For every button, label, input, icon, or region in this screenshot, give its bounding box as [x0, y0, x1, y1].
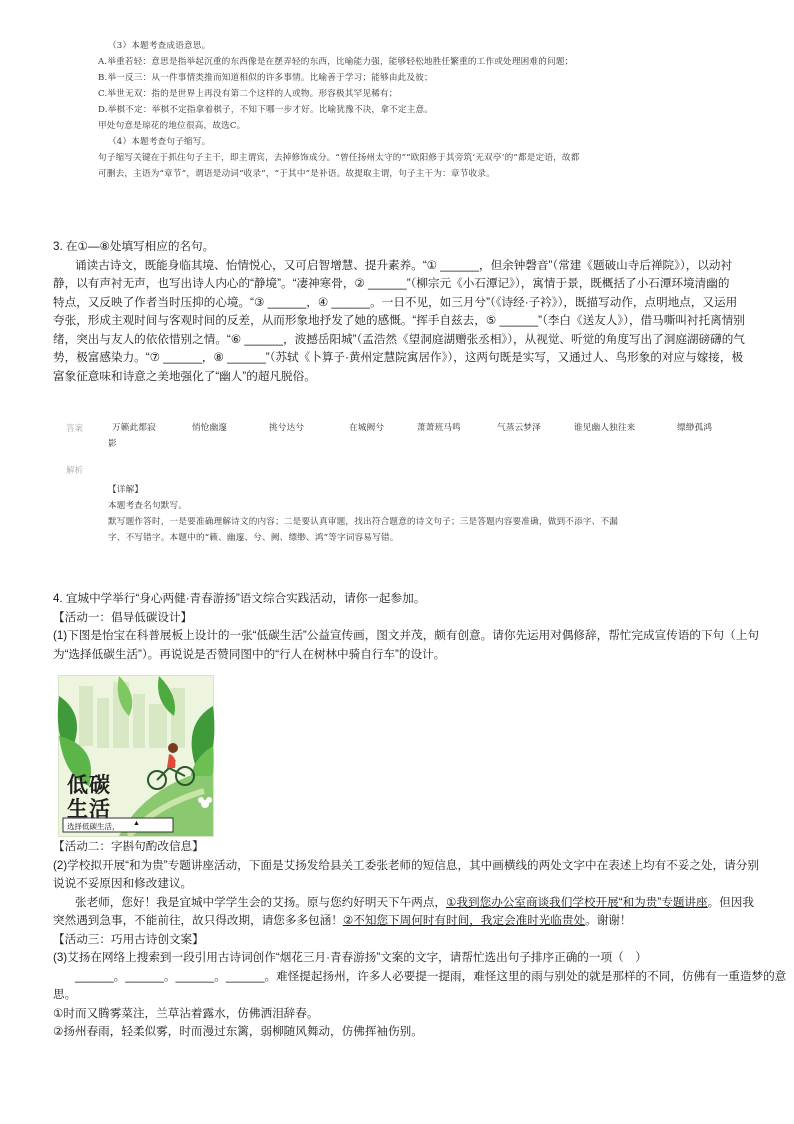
message-line1 [53, 894, 754, 913]
q3-line4: 夸张，形成主观时间与客观时间的反差，从而形象地抒发了她的感慨。“挥手自兹去，⑤ ______”（李白《送友人》），借马嘶叫衬托离情别 [53, 314, 745, 327]
detail-line1: 本题考查名句默写。 [108, 501, 188, 511]
message-part-f: 。谢谢！ [585, 914, 632, 927]
message-line2 [53, 912, 746, 931]
poster-blank-marker: ▲ [133, 820, 140, 827]
answer-list [112, 420, 792, 436]
option-c: C.举世无双：指的是世界上再没有第二个这样的人或物。形容极其罕见稀有； [98, 89, 398, 99]
q3-line2: 静，以有声衬无声，也写出诗人内心的“静境”。“凄神寒骨，② ______”（柳宗元《小石潭记》），寓情于景，既概括了小石潭环境清幽的 [53, 277, 730, 290]
q4-analysis-line2: 可删去，主语为“章节”，谓语是动词“收录”，“于其中”是补语。故提取主谓，句子主干为：章节收录。 [98, 169, 495, 179]
conclusion: 甲处句意是琼花的地位很高，故选C。 [98, 121, 246, 131]
detail-heading: 【详解】 [108, 485, 144, 495]
message-part-c: 。但因我 [707, 895, 754, 909]
option-d: D.举棋不定：举棋不定指拿着棋子，不知下哪一步才好。比喻犹豫不决，拿不定主意。 [98, 105, 434, 115]
sentence-option-2: ②扬州春雨，轻柔似雾，时而漫过东篱，弱柳随风舞动，仿佛挥袖伤别。 [53, 1025, 423, 1038]
underlined-sentence-2: ②不知您下周何时有时间，我定会准时光临贵处 [342, 914, 586, 927]
detail-line2: 默写题作答时，一是要准确理解诗文的内容；二是要认真审题，找出符合题意的诗文句子；三是答题内容要准确，做到不添字、不漏 [108, 517, 619, 527]
analysis-label: 解析 [66, 465, 84, 475]
answer-4: 在城阙兮 [349, 423, 385, 433]
poster-title [67, 774, 111, 822]
q4-part3-line3: 思。 [53, 988, 77, 1001]
q3-line7: 富象征意味和诗意之美地强化了“幽人”的超凡脱俗。 [53, 369, 316, 383]
q3-analysis-head: （3）本题考查成语意思。 [108, 41, 211, 51]
answer-5: 萧萧班马鸣 [417, 423, 461, 433]
q4-part2-line2: 说说不妥原因和修改建议。 [53, 877, 193, 890]
question-4 [53, 590, 759, 664]
analysis-body [108, 482, 768, 546]
q4-part3-line2: ______。______。______。______。难怪提起扬州，许多人必要提一提雨，难怪这里的雨与别处的就是那样的不同，仿佛有一重造梦的意 [75, 969, 787, 983]
answer-7: 谁见幽人独往来 [574, 423, 636, 433]
poster-title-line2: 生活 [67, 798, 111, 821]
answer-1: 万籁此都寂 [112, 423, 156, 433]
low-carbon-poster [58, 675, 214, 837]
q3-line6: 势，极富感染力。“⑦ ______，⑧ ______”（苏轼《卜算子·黄州定慧院寓居作》），这两句既是实写，又通过人、鸟形象的对应与嫁接，极 [53, 351, 744, 364]
q3-line1: 诵读古诗文，既能身临其境、怡情悦心，又可启智增慧、提升素养。“① ______，但余钟磬音”（常建《题破山寺后禅院》），以动衬 [75, 258, 733, 272]
question-4-continued [53, 838, 787, 1042]
poster-title-line1: 低碳 [67, 774, 111, 797]
q4-part3-line1: (3)艾扬在网络上搜索到一段引用古诗词创作“烟花三月·青春游扬”文案的文字，请帮忙选出句子排序正确的一项（ ） [53, 951, 647, 964]
answer-label: 答案 [66, 423, 84, 433]
q4-title: 4. 宜城中学举行“身心两健·青春游扬”语文综合实践活动，请你一起参加。 [53, 592, 426, 605]
previous-analysis [98, 38, 734, 182]
message-part-a: 张老师，您好！我是宜城中学学生会的艾扬。原与您约好明天下午两点， [75, 895, 447, 909]
activity-2-heading: 【活动二：字斟句酌改信息】 [53, 840, 204, 853]
option-b: B.举一反三：从一件事情类推而知道相似的许多事情。比喻善于学习；能够由此及彼； [98, 73, 433, 83]
answer-6: 气蒸云梦泽 [497, 423, 541, 433]
q4-part1-line1: (1)下图是怡宝在科普展板上设计的一张“低碳生活”公益宣传画，图文并茂，颇有创意。请你先运用对偶修辞，帮忙完成宣传语的下句（上句 [53, 629, 759, 642]
activity-1-heading: 【活动一：倡导低碳设计】 [53, 610, 193, 624]
q3-line5: 绪，突出与友人的依依惜别之情。“⑥ ______，波撼岳阳城”（孟浩然《望洞庭湖赠张丞相》），从视觉、听觉的角度写出了洞庭湖磅礴的气 [53, 332, 745, 346]
answer-3: 挑兮达兮 [269, 423, 305, 433]
activity-3-heading: 【活动三：巧用古诗创文案】 [53, 932, 204, 946]
q4-analysis-line1: 句子缩写关键在于抓住句子主干，即主谓宾，去掉修饰成分。“曾任扬州太守的”“欧阳修于其旁筑‘无双亭’的”都是定语，故都 [98, 153, 580, 163]
q4-part1-line2: 为“选择低碳生活”）。再说说是否赞同图中的“行人在树林中骑自行车”的设计。 [53, 647, 446, 661]
answer-tail: 影 [108, 439, 117, 449]
message-part-d: 突然遇到急事，不能前往，故只得改期，请您多多包涵！ [53, 914, 343, 927]
answer-8: 缥缈孤鸿 [677, 423, 713, 433]
option-a: A.举重若轻：意思是指举起沉重的东西像是在摆弄轻的东西，比喻能力强，能够轻松地胜任繁重的工作或处理困难的问题； [98, 57, 574, 67]
sentence-option-1: ①时而又腾雾菜注，兰草沾着露水，仿佛洒泪辞春。 [53, 1006, 319, 1020]
answer-2: 悄怆幽邃 [192, 423, 228, 433]
question-3 [53, 238, 746, 386]
underlined-sentence-1: ①我到您办公室商谈我们学校开展“和为贵”专题讲座 [446, 895, 708, 909]
q4-part2-line1: (2)学校拟开展“和为贵”专题讲座活动，下面是艾扬发给县关工委张老师的短信息，其中画横线的两处文字中在表述上均有不妥之处，请分别 [53, 858, 759, 872]
poster-caption: 选择低碳生活， [67, 822, 120, 831]
q3-title: 3. 在①—⑧处填写相应的名句。 [53, 240, 215, 253]
detail-line3: 字、不写错字。本题中的“籁、幽邃、兮、阙、缥缈、鸿”等字词容易写错。 [108, 533, 399, 543]
q4-analysis-head: （4）本题考查句子缩写。 [108, 137, 211, 147]
q3-line3: 特点，又反映了作者当时压抑的心境。“③ ______，④ ______。一日不见，如三月兮”（《诗经·子衿》），既描写动作，点明地点，又运用 [53, 295, 738, 309]
